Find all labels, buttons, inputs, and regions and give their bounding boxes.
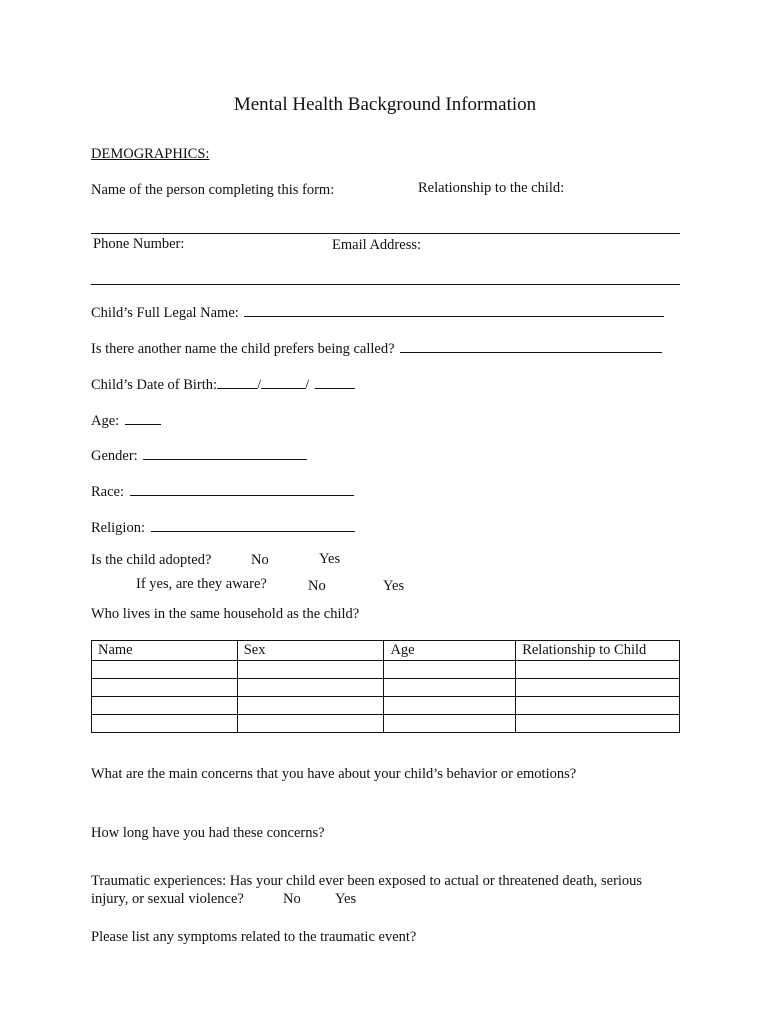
column-header-relationship: Relationship to Child [516, 641, 680, 661]
legal-name-field[interactable] [244, 302, 664, 317]
gender-label: Gender: [91, 448, 138, 464]
race-label: Race: [91, 484, 125, 500]
table-row [92, 697, 680, 715]
column-header-name: Name [92, 641, 238, 661]
legal-name-label: Child’s Full Legal Name: [91, 305, 239, 321]
dob-day-field[interactable] [261, 374, 305, 389]
adopted-no-option[interactable]: No [251, 552, 269, 568]
table-cell[interactable] [237, 697, 384, 715]
table-cell[interactable] [92, 715, 238, 733]
preferred-name-field[interactable] [400, 338, 662, 353]
age-row [91, 410, 161, 430]
duration-label: How long have you had these concerns? [91, 825, 325, 841]
aware-yes-option[interactable]: Yes [383, 578, 405, 594]
household-table [91, 640, 680, 733]
person-completing-field-line[interactable] [91, 233, 680, 234]
trauma-question-line1: Traumatic experiences: Has your child ever been exposed to actual or threatened death, serious [91, 873, 643, 889]
table-cell[interactable] [384, 661, 516, 679]
table-cell[interactable] [516, 661, 680, 679]
column-header-age: Age [384, 641, 516, 661]
email-label: Email Address: [332, 237, 422, 253]
aware-no-option[interactable]: No [308, 578, 326, 594]
race-row [91, 481, 354, 501]
table-cell[interactable] [516, 679, 680, 697]
preferred-name-row [91, 338, 662, 358]
trauma-question-line2: injury, or sexual violence? [91, 891, 244, 907]
preferred-name-label: Is there another name the child prefers being called? [91, 341, 395, 357]
dob-separator: / [257, 377, 262, 393]
symptoms-label: Please list any symptoms related to the traumatic event? [91, 929, 417, 945]
phone-label: Phone Number: [93, 236, 185, 252]
table-row [92, 679, 680, 697]
dob-separator: / [305, 377, 310, 393]
table-cell[interactable] [384, 715, 516, 733]
table-cell[interactable] [384, 697, 516, 715]
gender-field[interactable] [143, 445, 307, 460]
age-label: Age: [91, 413, 120, 429]
table-cell[interactable] [384, 679, 516, 697]
table-cell[interactable] [92, 661, 238, 679]
religion-label: Religion: [91, 520, 145, 536]
religion-field[interactable] [151, 517, 355, 532]
page-title: Mental Health Background Information [233, 94, 537, 115]
household-label: Who lives in the same household as the child? [91, 606, 360, 622]
race-field[interactable] [130, 481, 354, 496]
person-completing-label: Name of the person completing this form: [91, 182, 335, 198]
dob-year-field[interactable] [315, 374, 355, 389]
trauma-yes-option[interactable]: Yes [335, 891, 357, 907]
dob-month-field[interactable] [217, 374, 257, 389]
table-row [92, 661, 680, 679]
column-header-sex: Sex [237, 641, 384, 661]
table-cell[interactable] [237, 679, 384, 697]
table-cell[interactable] [237, 661, 384, 679]
table-cell[interactable] [516, 697, 680, 715]
table-header-row [92, 641, 680, 661]
gender-row [91, 445, 307, 465]
table-row [92, 715, 680, 733]
trauma-no-option[interactable]: No [283, 891, 301, 907]
relationship-label: Relationship to the child: [418, 180, 565, 196]
legal-name-row [91, 302, 664, 322]
dob-label: Child’s Date of Birth: [91, 377, 218, 393]
age-field[interactable] [125, 410, 161, 425]
table-cell[interactable] [237, 715, 384, 733]
table-cell[interactable] [92, 679, 238, 697]
concerns-label: What are the main concerns that you have about your child’s behavior or emotions? [91, 766, 577, 782]
table-cell[interactable] [516, 715, 680, 733]
religion-row [91, 517, 355, 537]
dob-row [91, 374, 355, 394]
adopted-yes-option[interactable]: Yes [319, 551, 341, 567]
phone-email-field-line[interactable] [91, 284, 680, 285]
aware-label: If yes, are they aware? [136, 576, 267, 592]
adopted-label: Is the child adopted? [91, 552, 212, 568]
section-heading-demographics: DEMOGRAPHICS: [91, 146, 210, 162]
table-cell[interactable] [92, 697, 238, 715]
